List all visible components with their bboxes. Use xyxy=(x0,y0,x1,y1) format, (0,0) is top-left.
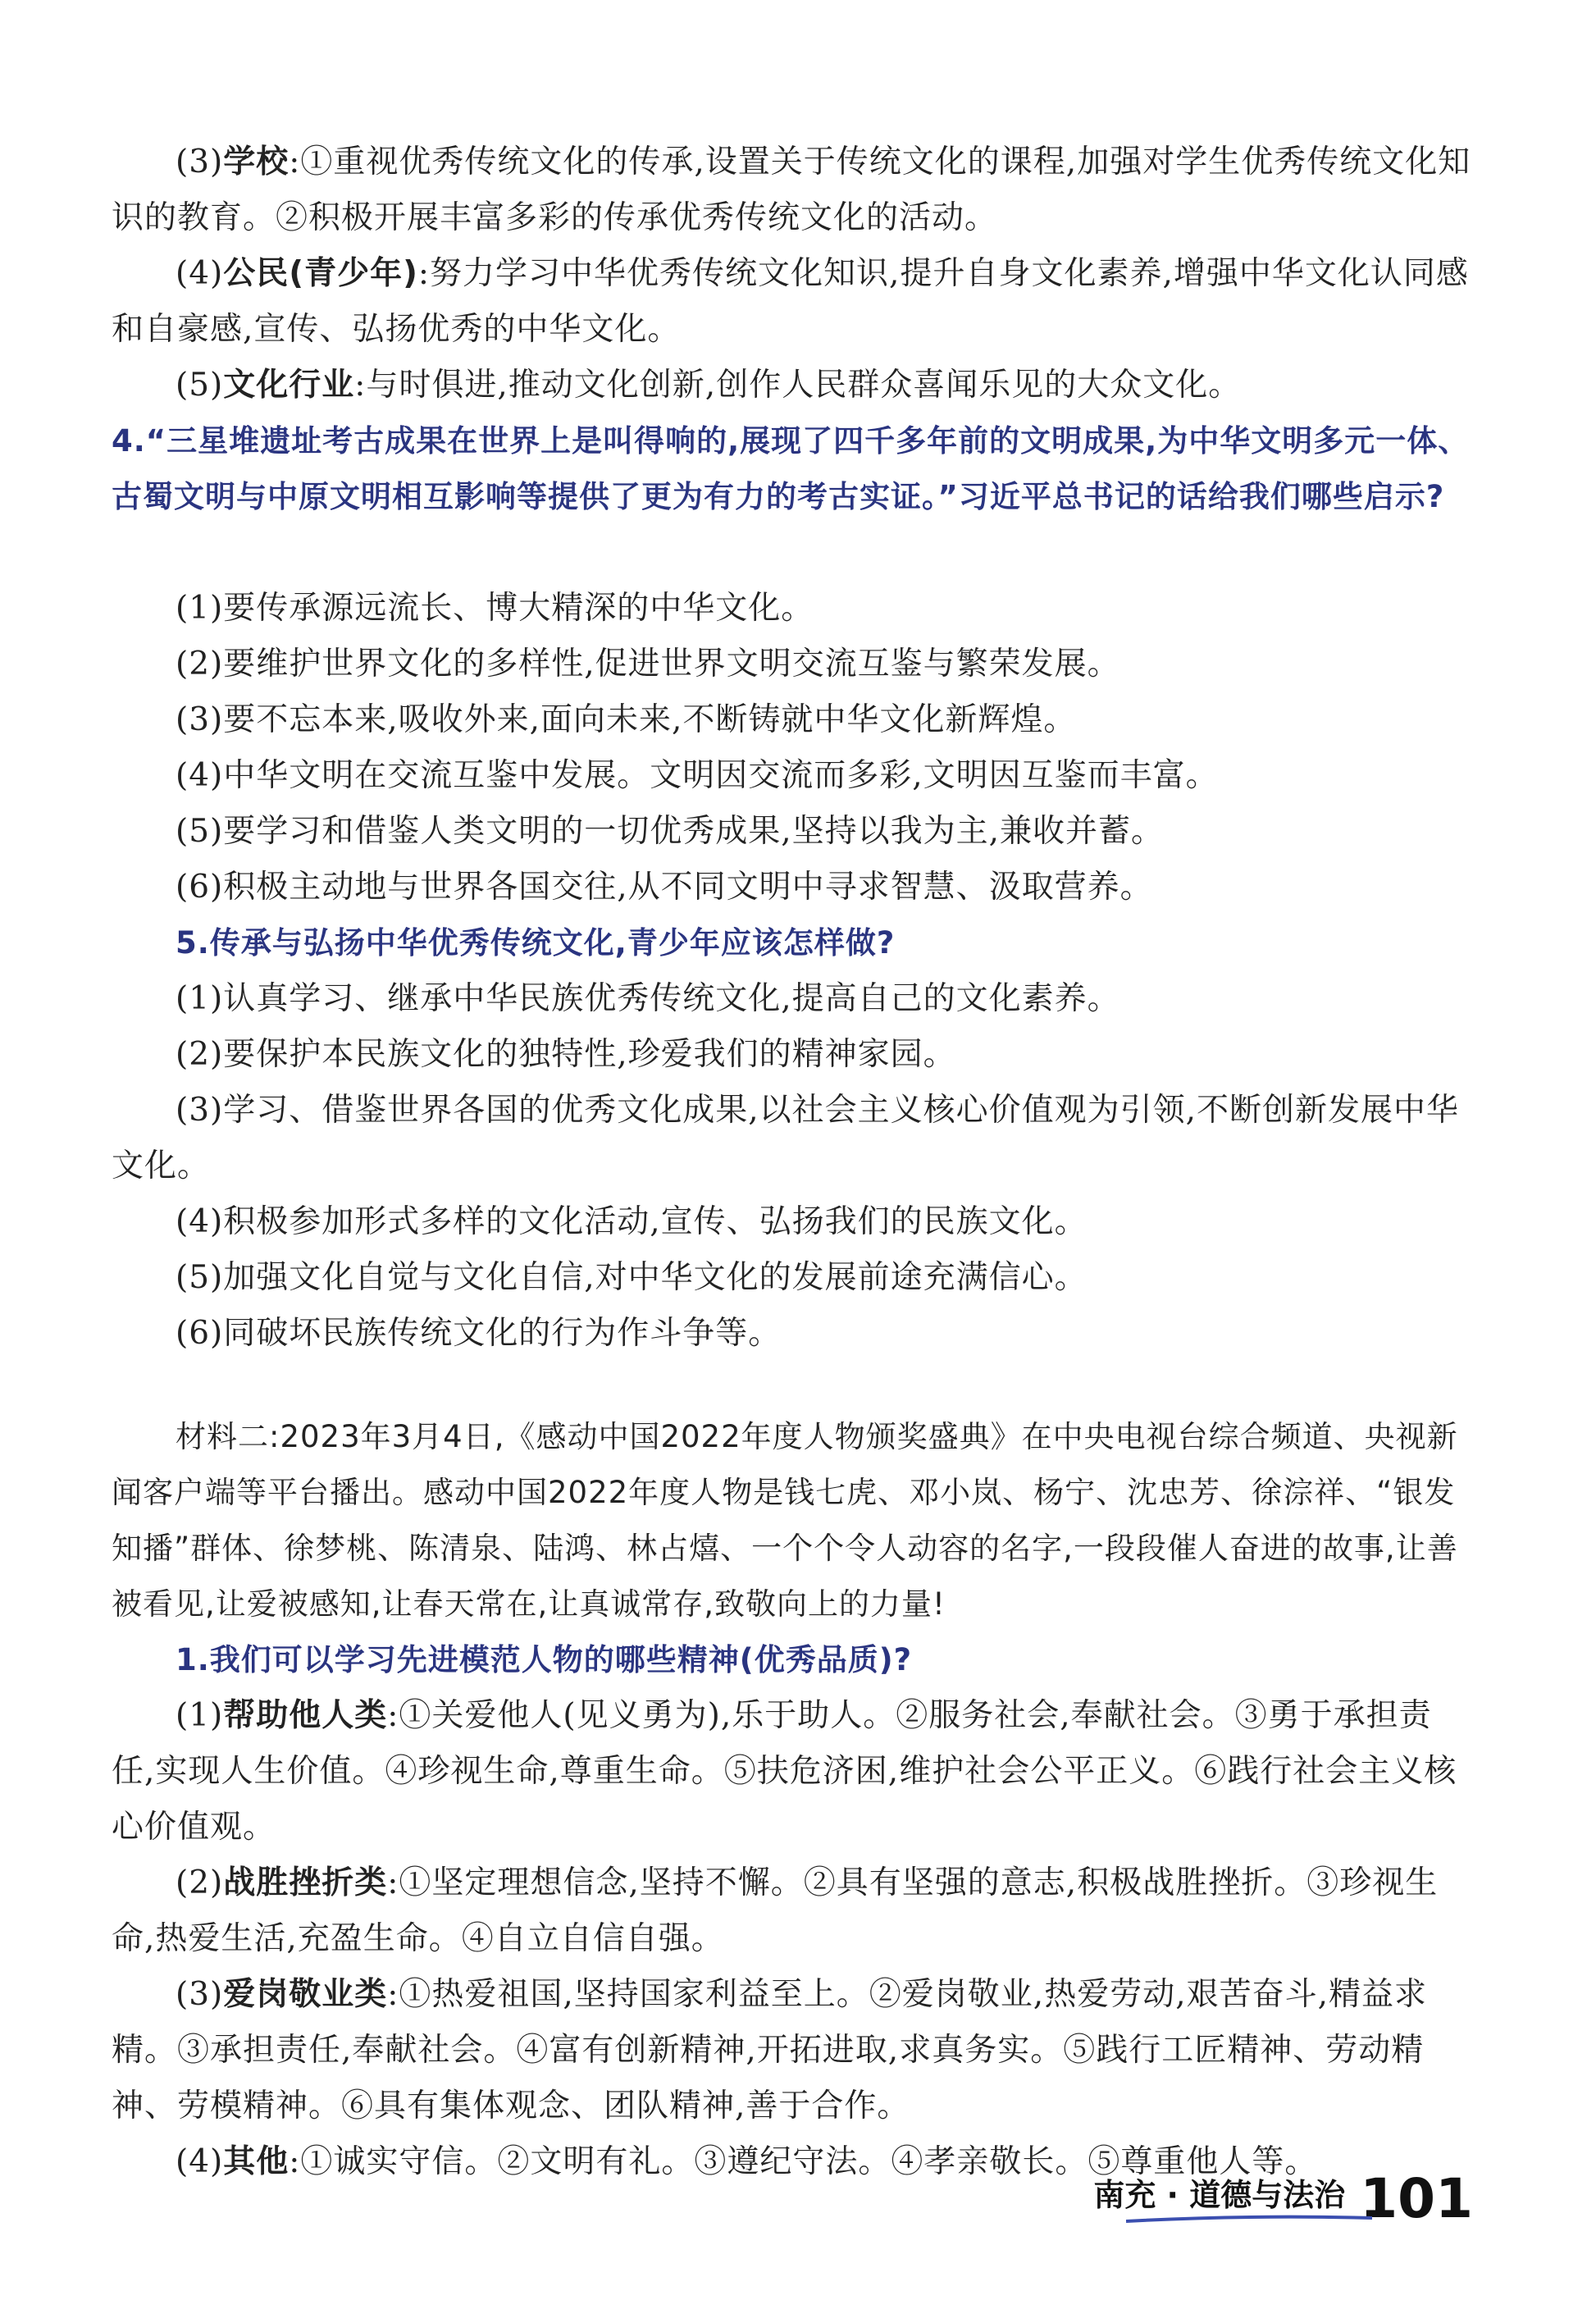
question-5: 5.传承与弘扬中华优秀传统文化,青少年应该怎样做? xyxy=(176,925,896,961)
quality-item-3: (3)爱岗敬业类:①热爱祖国,坚持国家利益至上。②爱岗敬业,热爱劳动,艰苦奋斗,精益求精。③承担责任,奉献社会。④富有创新精神,开拓进取,求真务实。⑤践行工匠精神、劳动精神、劳模精神。⑥具有集体观念、团队精神,善于合作。 xyxy=(112,1976,1427,2124)
q5-answer-4: (4)积极参加形式多样的文化活动,宣传、弘扬我们的民族文化。 xyxy=(176,1203,1088,1240)
citizen-keyword: 公民(青少年) xyxy=(223,255,418,292)
material-2-question-1: 1.我们可以学习先进模范人物的哪些精神(优秀品质)? xyxy=(176,1642,913,1677)
q5-answer-3: (3)学习、借鉴世界各国的优秀文化成果,以社会主义核心价值观为引领,不断创新发展中华文化。 xyxy=(112,1092,1460,1184)
page-number: 101 xyxy=(1360,2167,1473,2230)
q5-answer-1: (1)认真学习、继承中华民族优秀传统文化,提高自己的文化素养。 xyxy=(176,980,1120,1017)
footer-label: 南充 · 道德与法治 xyxy=(1093,2170,1345,2226)
footer-swoosh-decoration xyxy=(1126,2215,1372,2223)
quality-keyword-1: 帮助他人类 xyxy=(223,1697,388,1734)
q4-answer-1: (1)要传承源远流长、博大精深的中华文化。 xyxy=(176,590,814,627)
q4-answer-6: (6)积极主动地与世界各国交往,从不同文明中寻求智慧、汲取营养。 xyxy=(176,869,1153,906)
question-4: 4.“三星堆遗址考古成果在世界上是叫得响的,展现了四千多年前的文明成果,为中华文明多元一体、古蜀文明与中原文明相互影响等提供了更为有力的考古实证。”习近平总书记的话给我们哪些启示? xyxy=(112,423,1470,514)
quality-item-1: (1)帮助他人类:①关爱他人(见义勇为),乐于助人。②服务社会,奉献社会。③勇于承担责任,实现人生价值。④珍视生命,尊重生命。⑤扶危济困,维护社会公平正义。⑥践行社会主义核心价值观。 xyxy=(112,1697,1457,1846)
school-item: (3)学校:①重视优秀传统文化的传承,设置关于传统文化的课程,加强对学生优秀传统文化知识的教育。②积极开展丰富多彩的传承优秀传统文化的活动。 xyxy=(112,144,1471,236)
page-footer xyxy=(1093,2152,1473,2230)
citizen-item: (4)公民(青少年):努力学习中华优秀传统文化知识,提升自身文化素养,增强中华文化认同感和自豪感,宣传、弘扬优秀的中华文化。 xyxy=(112,255,1469,348)
quality-keyword-3: 爱岗敬业类 xyxy=(223,1976,388,2013)
quality-item-2: (2)战胜挫折类:①坚定理想信念,坚持不懈。②具有坚强的意志,积极战胜挫折。③珍视生命,热爱生活,充盈生命。④自立自信自强。 xyxy=(112,1864,1439,1957)
quality-keyword-2: 战胜挫折类 xyxy=(223,1864,388,1901)
q4-answer-4: (4)中华文明在交流互鉴中发展。文明因交流而多彩,文明因互鉴而丰富。 xyxy=(176,757,1219,794)
quality-keyword-4: 其他 xyxy=(223,2143,290,2180)
q4-answer-2: (2)要维护世界文化的多样性,促进世界文明交流互鉴与繁荣发展。 xyxy=(176,646,1120,682)
q5-answer-5: (5)加强文化自觉与文化自信,对中华文化的发展前途充满信心。 xyxy=(176,1259,1088,1296)
q5-answer-2: (2)要保护本民族文化的独特性,珍爱我们的精神家园。 xyxy=(176,1036,956,1073)
material-2-text: 材料二:2023年3月4日,《感动中国2022年度人物颁奖盛典》在中央电视台综合频道、央视新闻客户端等平台播出。感动中国2022年度人物是钱七虎、邓小岚、杨宁、沈忠芳、徐淙祥、“银发知播”群体、徐梦桃、陈清泉、陆鸿、林占熺、一个个令人动容的名字,一段段催人奋进的故事,让善被看见,让爱被感知,让春天常在,让真诚常存,致敬向上的力量! xyxy=(112,1419,1458,1622)
school-keyword: 学校 xyxy=(223,144,290,180)
culture-industry-item: (5)文化行业:与时俱进,推动文化创新,创作人民群众喜闻乐见的大众文化。 xyxy=(176,367,1242,404)
quality-item-4: (4)其他:①诚实守信。②文明有礼。③遵纪守法。④孝亲敬长。⑤尊重他人等。 xyxy=(176,2143,1318,2180)
q5-answer-6: (6)同破坏民族传统文化的行为作斗争等。 xyxy=(176,1315,782,1352)
q4-answer-3: (3)要不忘本来,吸收外来,面向未来,不断铸就中华文化新辉煌。 xyxy=(176,701,1077,738)
culture-industry-keyword: 文化行业 xyxy=(223,367,355,404)
q4-answer-5: (5)要学习和借鉴人类文明的一切优秀成果,坚持以我为主,兼收并蓄。 xyxy=(176,813,1165,850)
